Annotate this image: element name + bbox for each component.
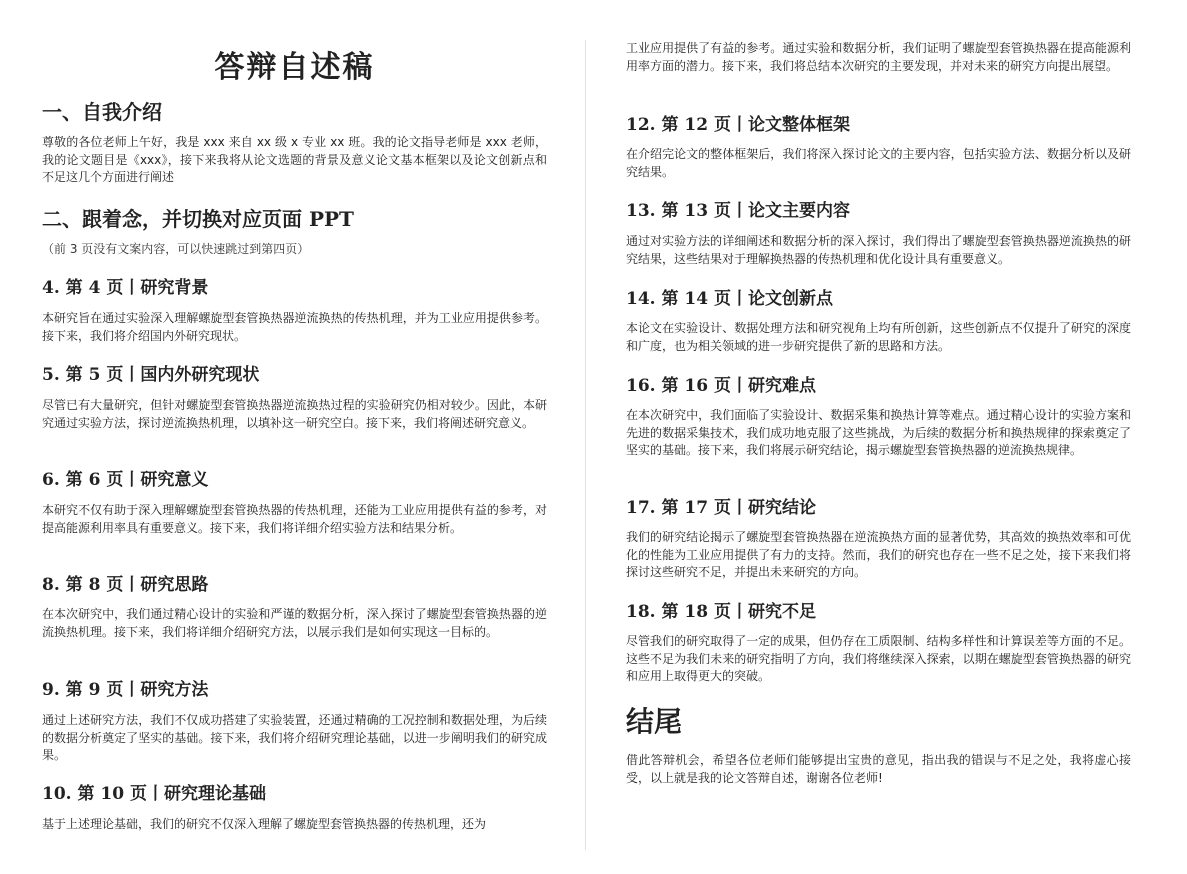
page18-heading: 18. 第 18 页丨研究不足 [626, 602, 816, 622]
page14-heading: 14. 第 14 页丨论文创新点 [626, 289, 833, 309]
section-self-intro-heading: 一、自我介绍 [42, 100, 162, 124]
page17-text: 我们的研究结论揭示了螺旋型套管换热器在逆流换热方面的显著优势，其高效的换热效率和可优化的性能为工业应用提供了有力的支持。然而，我们的研究也存在一些不足之处，接下来我们将探讨这些研究不足，并提出未来研究的方向。 [626, 530, 1131, 579]
page10-text-continued: 工业应用提供了有益的参考。通过实验和数据分析，我们证明了螺旋型套管换热器在提高能源利用率方面的潜力。接下来，我们将总结本次研究的主要发现，并对未来的研究方向提出展望。 [626, 41, 1131, 73]
document-title: 答辩自述稿 [214, 50, 375, 85]
page5-heading: 5. 第 5 页丨国内外研究现状 [42, 365, 260, 385]
page16-heading: 16. 第 16 页丨研究难点 [626, 376, 816, 396]
page-divider [585, 40, 586, 850]
page4-text: 本研究旨在通过实验深入理解螺旋型套管换热器逆流换热的传热机理，并为工业应用提供参考。接下来，我们将介绍国内外研究现状。 [42, 311, 547, 343]
page4-heading: 4. 第 4 页丨研究背景 [42, 278, 209, 298]
section-read-along-note: （前 3 页没有文案内容，可以快速跳过到第四页） [42, 242, 310, 256]
section-read-along-heading: 二、跟着念，并切换对应页面 PPT [42, 207, 354, 231]
page17-heading: 17. 第 17 页丨研究结论 [626, 498, 816, 518]
page8-heading: 8. 第 8 页丨研究思路 [42, 575, 209, 595]
ending-text: 借此答辩机会，希望各位老师们能够提出宝贵的意见，指出我的错误与不足之处，我将虚心接受，以上就是我的论文答辩自述，谢谢各位老师! [626, 753, 1131, 785]
page16-text: 在本次研究中，我们面临了实验设计、数据采集和换热计算等难点。通过精心设计的实验方案和先进的数据采集技术，我们成功地克服了这些挑战，为后续的数据分析和换热规律的探索奠定了坚实的基础。接下来，我们将展示研究结论，揭示螺旋型套管换热器的逆流换热规律。 [626, 408, 1131, 457]
page12-heading: 12. 第 12 页丨论文整体框架 [626, 115, 850, 135]
ending-heading: 结尾 [626, 705, 683, 738]
page9-text: 通过上述研究方法，我们不仅成功搭建了实验装置，还通过精确的工况控制和数据处理，为后续的数据分析奠定了坚实的基础。接下来，我们将介绍研究理论基础，以进一步阐明我们的研究成果。 [42, 713, 547, 762]
page6-heading: 6. 第 6 页丨研究意义 [42, 470, 209, 490]
page13-heading: 13. 第 13 页丨论文主要内容 [626, 201, 850, 221]
page12-text: 在介绍完论文的整体框架后，我们将深入探讨论文的主要内容，包括实验方法、数据分析以及研究结果。 [626, 147, 1131, 179]
page8-text: 在本次研究中，我们通过精心设计的实验和严谨的数据分析，深入探讨了螺旋型套管换热器的逆流换热机理。接下来，我们将详细介绍研究方法，以展示我们是如何实现这一目标的。 [42, 607, 547, 639]
page6-text: 本研究不仅有助于深入理解螺旋型套管换热器的传热机理，还能为工业应用提供有益的参考，对提高能源利用率具有重要意义。接下来，我们将详细介绍实验方法和结果分析。 [42, 503, 547, 535]
page10-heading: 10. 第 10 页丨研究理论基础 [42, 784, 266, 804]
section-self-intro-text: 尊敬的各位老师上午好，我是 xxx 来自 xx 级 x 专业 xx 班。我的论文指导老师是 xxx 老师，我的论文题目是《xxx》，接下来我将从论文选题的背景及意义论文基本框架以及论文创新点和不足这几个方面进行阐述 [42, 135, 547, 184]
page18-text: 尽管我们的研究取得了一定的成果，但仍存在工质限制、结构多样性和计算误差等方面的不足。这些不足为我们未来的研究指明了方向，我们将继续深入探索，以期在螺旋型套管换热器的研究和应用上取得更大的突破。 [626, 634, 1131, 683]
page9-heading: 9. 第 9 页丨研究方法 [42, 680, 209, 700]
page10-text: 基于上述理论基础，我们的研究不仅深入理解了螺旋型套管换热器的传热机理，还为 [42, 817, 487, 831]
page5-text: 尽管已有大量研究，但针对螺旋型套管换热器逆流换热过程的实验研究仍相对较少。因此，本研究通过实验方法，探讨逆流换热机理，以填补这一研究空白。接下来，我们将阐述研究意义。 [42, 398, 547, 430]
page13-text: 通过对实验方法的详细阐述和数据分析的深入探讨，我们得出了螺旋型套管换热器逆流换热的研究结果，这些结果对于理解换热器的传热机理和优化设计具有重要意义。 [626, 234, 1131, 266]
page14-text: 本论文在实验设计、数据处理方法和研究视角上均有所创新，这些创新点不仅提升了研究的深度和广度，也为相关领域的进一步研究提供了新的思路和方法。 [626, 321, 1131, 353]
